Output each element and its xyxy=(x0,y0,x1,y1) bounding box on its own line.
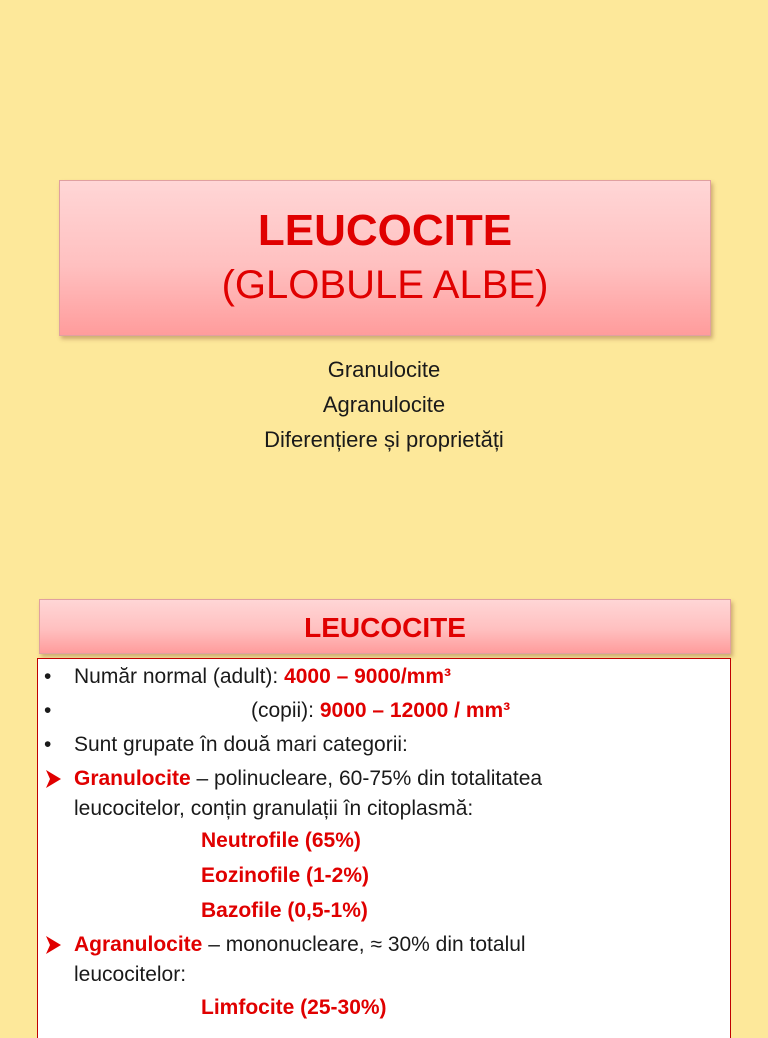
bullet-icon: • xyxy=(44,733,52,756)
copii-value: 9000 – 12000 / mm³ xyxy=(319,699,511,722)
adult-label: Număr normal (adult): xyxy=(74,665,285,688)
section-header: LEUCOCITE xyxy=(39,599,731,654)
adult-value: 4000 – 9000/mm³ xyxy=(284,665,452,688)
topic-agranulocite: Agranulocite xyxy=(322,392,446,417)
neutrofile-item: Neutrofile (65%) xyxy=(201,829,361,852)
limfocite-item: Limfocite (25-30%) xyxy=(201,996,387,1019)
topic-diferentiere: Diferențiere și proprietăți xyxy=(264,427,504,452)
topics-list xyxy=(0,352,768,457)
arrow-bullet-icon xyxy=(44,934,64,956)
granulocite-desc: – polinucleare, 60-75% din totalitatea xyxy=(190,767,543,790)
slide-title: LEUCOCITE xyxy=(257,206,513,255)
agranulocite-desc-cont: leucocitelor: xyxy=(74,963,187,986)
title-box xyxy=(59,180,711,336)
eozinofile-item: Eozinofile (1-2%) xyxy=(201,864,370,887)
topic-granulocite: Granulocite xyxy=(327,357,441,382)
granulocite-desc-cont: leucocitelor, conțin granulații în citoplasmă: xyxy=(74,797,474,820)
bullet-icon: • xyxy=(44,699,52,722)
slide-subtitle: (GLOBULE ALBE) xyxy=(221,263,549,307)
categorii-text: Sunt grupate în două mari categorii: xyxy=(74,733,408,756)
agranulocite-label: Agranulocite xyxy=(74,933,203,956)
bullet-icon: • xyxy=(44,665,52,688)
copii-label: (copii): xyxy=(251,699,320,722)
granulocite-label: Granulocite xyxy=(74,767,191,790)
agranulocite-desc: – mononucleare, ≈ 30% din totalul xyxy=(202,933,526,956)
content-box xyxy=(37,658,731,1038)
bazofile-item: Bazofile (0,5-1%) xyxy=(201,899,368,922)
arrow-bullet-icon xyxy=(44,768,64,790)
